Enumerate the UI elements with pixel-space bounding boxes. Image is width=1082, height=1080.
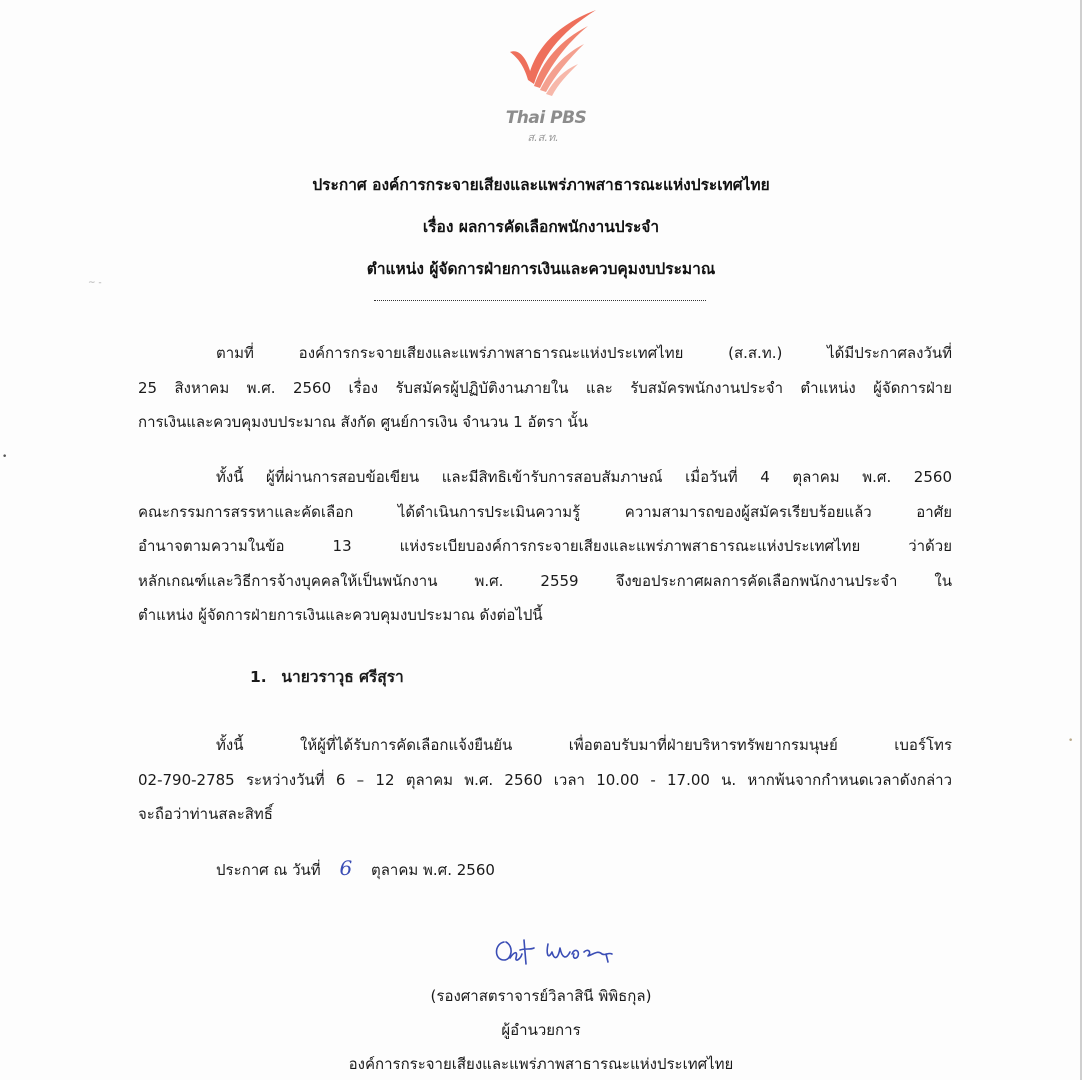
handwritten-signature <box>490 930 630 970</box>
handwritten-day: 6 <box>339 856 353 880</box>
candidate-name: นายวราวุธ ศรีสุรา <box>281 668 404 686</box>
paragraph-line: ทั้งนี้ ผู้ที่ผ่านการสอบข้อเขียน และมีสิทธิเข้ารับการสอบสัมภาษณ์ เมื่อวันที่ 4 ตุลาคม พ.ศ. 2560 <box>216 468 952 486</box>
paragraph-evaluation <box>138 460 952 633</box>
paragraph-line: ตำแหน่ง ผู้จัดการฝ่ายการเงินและควบคุมงบประมาณ ดังต่อไปนี้ <box>138 606 543 624</box>
paragraph-intro <box>138 336 952 440</box>
paragraph-line: 25 สิงหาคม พ.ศ. 2560 เรื่อง รับสมัครผู้ปฏิบัติงานภายใน และ รับสมัครพนักงานประจำ ตำแหน่ง ผู้จัดการฝ่าย <box>138 378 952 397</box>
signatory-name: (รองศาสตราจารย์วิลาสินี พิพิธกุล) <box>430 987 652 1005</box>
date-suffix: ตุลาคม พ.ศ. 2560 <box>370 861 495 879</box>
subject-line: เรื่อง ผลการคัดเลือกพนักงานประจำ <box>422 218 660 236</box>
scan-mark: ~ - <box>88 278 102 288</box>
selected-candidate <box>250 664 404 689</box>
logo-sub-text: ส.ส.ท. <box>527 131 559 144</box>
scan-mark: • <box>2 452 8 462</box>
dotted-divider <box>374 300 706 301</box>
position-line: ตำแหน่ง ผู้จัดการฝ่ายการเงินและควบคุมงบประมาณ <box>366 260 716 278</box>
paragraph-line: ตามที่ องค์การกระจายเสียงและแพร่ภาพสาธารณะแห่งประเทศไทย (ส.ส.ท.) ได้มีประกาศลงวันที่ <box>216 344 952 362</box>
announcement-title: ประกาศ องค์การกระจายเสียงและแพร่ภาพสาธารณะแห่งประเทศไทย <box>312 176 770 194</box>
candidate-number: 1. <box>250 668 267 686</box>
date-prefix: ประกาศ ณ วันที่ <box>216 861 321 879</box>
signatory-title: ผู้อำนวยการ <box>501 1021 581 1039</box>
paragraph-line: หลักเกณฑ์และวิธีการจ้างบุคคลให้เป็นพนักงาน พ.ศ. 2559 จึงขอประกาศผลการคัดเลือกพนักงานประจำ ใน <box>138 571 952 590</box>
signatory-organization: องค์การกระจายเสียงและแพร่ภาพสาธารณะแห่งประเทศไทย <box>348 1055 734 1073</box>
announcement-date <box>216 856 495 882</box>
paragraph-confirmation <box>138 728 952 832</box>
paragraph-line: ทั้งนี้ ให้ผู้ที่ได้รับการคัดเลือกแจ้งยืนยัน เพื่อตอบรับมาที่ฝ่ายบริหารทรัพยากรมนุษย์ เบอร์โทร <box>216 736 952 754</box>
paragraph-line: คณะกรรมการสรรหาและคัดเลือก ได้ดำเนินการประเมินความรู้ ความสามารถของผู้สมัครเรียบร้อยแล้ว อาศัย <box>138 502 952 521</box>
thai-pbs-logo <box>498 8 598 144</box>
paragraph-line: จะถือว่าท่านสละสิทธิ์ <box>138 805 273 823</box>
feather-logo-icon <box>498 8 598 108</box>
logo-brand-text: Thai PBS <box>505 108 587 128</box>
paragraph-line: การเงินและควบคุมงบประมาณ สังกัด ศูนย์การเงิน จำนวน 1 อัตรา นั้น <box>138 413 588 431</box>
paragraph-line: อำนาจตามความในข้อ 13 แห่งระเบียบองค์การกระจายเสียงและแพร่ภาพสาธารณะแห่งประเทศไทย ว่าด้วย <box>138 537 952 555</box>
scan-mark: • <box>1068 736 1074 746</box>
paragraph-line: 02-790-2785 ระหว่างวันที่ 6 – 12 ตุลาคม พ.ศ. 2560 เวลา 10.00 - 17.00 น. หากพ้นจากกำหนดเวลาดังกล่าว <box>138 770 952 789</box>
